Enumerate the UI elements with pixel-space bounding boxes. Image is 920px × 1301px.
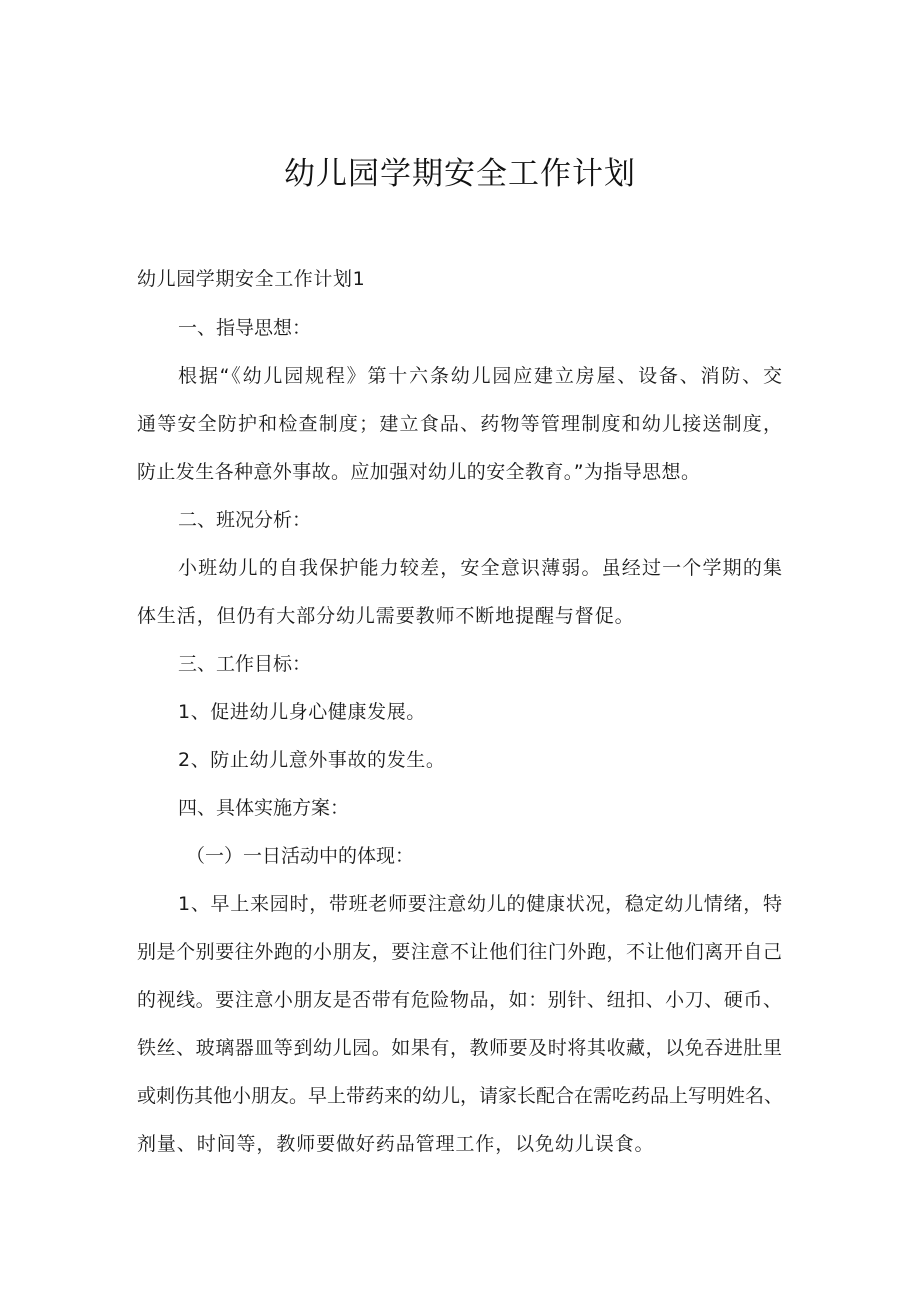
paragraph-line: 通等安全防护和检查制度；建立食品、药物等管理制度和幼儿接送制度， bbox=[137, 413, 782, 435]
heading-guiding-ideology: 一、指导思想： bbox=[178, 317, 312, 339]
paragraph-line: 或刺伤其他小朋友。早上带药来的幼儿，请家长配合在需吃药品上写明姓名、 bbox=[137, 1085, 784, 1107]
paragraph-line: 铁丝、玻璃器皿等到幼儿园。如果有，教师要及时将其收藏，以免吞进肚里 bbox=[137, 1037, 782, 1059]
paragraph-line: 防止发生各种意外事故。应加强对幼儿的安全教育。”为指导思想。 bbox=[137, 461, 701, 483]
subheading-daily-activities: （一）一日活动中的体现： bbox=[186, 845, 415, 867]
heading-work-goals: 三、工作目标： bbox=[178, 653, 312, 675]
heading-class-analysis: 二、班况分析： bbox=[178, 509, 312, 531]
paragraph-line: 1、早上来园时，带班老师要注意幼儿的健康状况，稳定幼儿情绪，特 bbox=[178, 893, 782, 915]
paragraph-line: 根据“《幼儿园规程》第十六条幼儿园应建立房屋、设备、消防、交 bbox=[178, 365, 782, 387]
goal-item: 1、促进幼儿身心健康发展。 bbox=[178, 701, 426, 723]
section-heading: 幼儿园学期安全工作计划1 bbox=[137, 268, 366, 290]
paragraph-line: 小班幼儿的自我保护能力较差，安全意识薄弱。虽经过一个学期的集 bbox=[178, 557, 782, 579]
goal-item: 2、防止幼儿意外事故的发生。 bbox=[178, 749, 446, 771]
document-title: 幼儿园学期安全工作计划 bbox=[284, 156, 636, 192]
paragraph-line: 剂量、时间等，教师要做好药品管理工作，以免幼儿误食。 bbox=[137, 1133, 655, 1155]
paragraph-line: 体生活，但仍有大部分幼儿需要教师不断地提醒与督促。 bbox=[137, 605, 635, 627]
paragraph-line: 的视线。要注意小朋友是否带有危险物品，如：别针、纽扣、小刀、硬币、 bbox=[137, 989, 782, 1011]
heading-implementation-plan: 四、具体实施方案： bbox=[178, 797, 350, 819]
paragraph-line: 别是个别要往外跑的小朋友，要注意不让他们往门外跑，不让他们离开自己 bbox=[137, 941, 782, 963]
